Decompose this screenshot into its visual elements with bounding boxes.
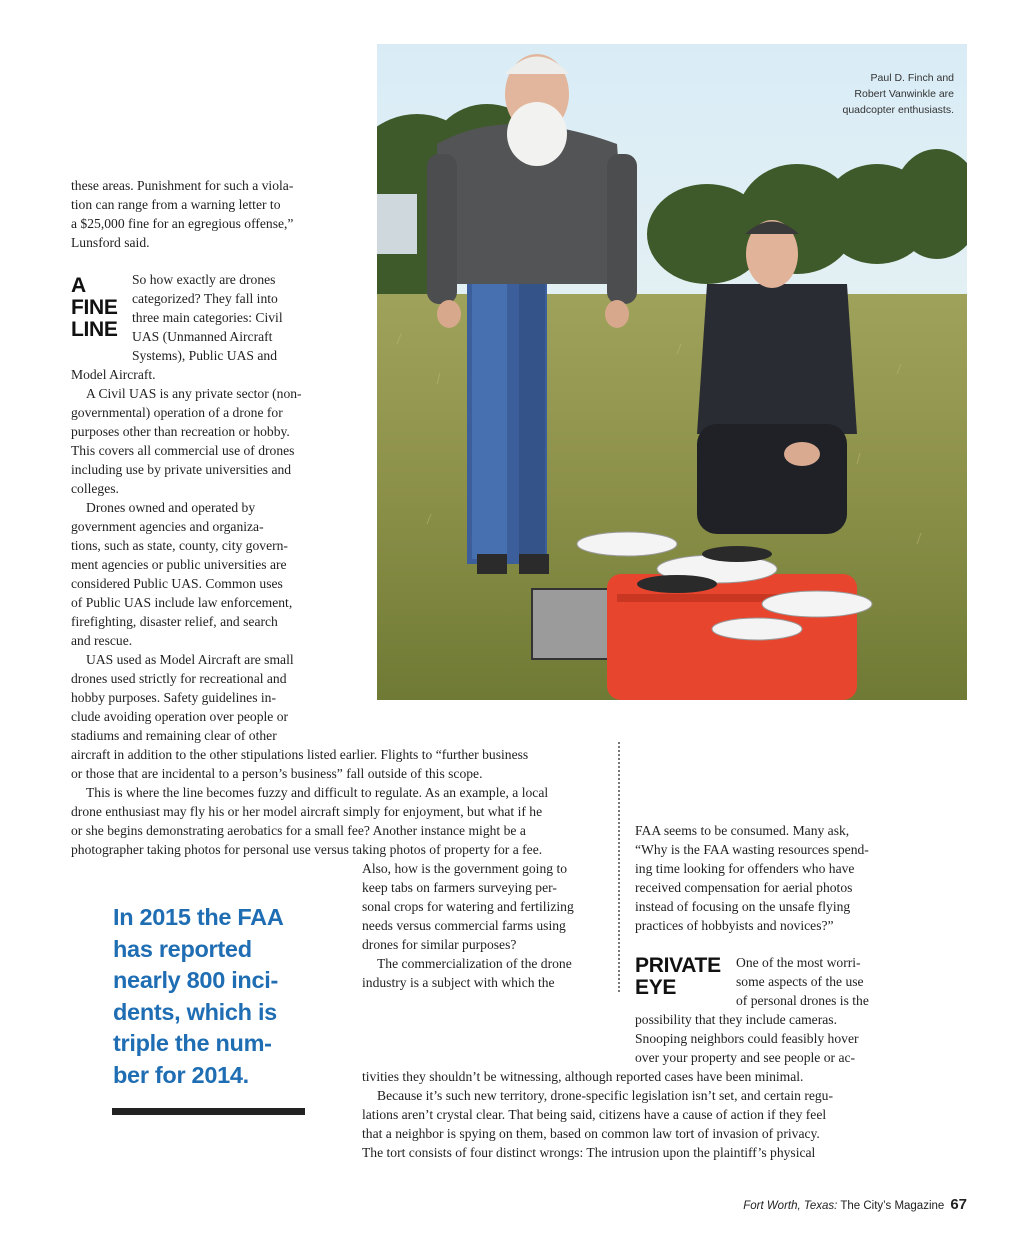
text-line: needs versus commercial farms using (362, 918, 566, 933)
col3-paragraph-more (635, 1010, 905, 1067)
text-line: drone enthusiast may fly his or her model aircraft simply for enjoyment, but what if he (71, 804, 543, 819)
text-line: tions, such as state, county, city govern- (71, 538, 288, 553)
heading-line: A (71, 274, 86, 297)
col1-paragraph-2-wrap (132, 270, 332, 365)
text-line: UAS used as Model Aircraft are small (86, 652, 294, 667)
text-line: hobby purposes. Safety guidelines in- (71, 690, 277, 705)
text-line: these areas. Punishment for such a viola- (71, 178, 294, 193)
text-line: clude avoiding operation over people or (71, 709, 289, 724)
footer-magazine: The City’s Magazine (837, 1200, 945, 1212)
text-line: firefighting, disaster relief, and search (71, 614, 278, 629)
photo-caption (843, 70, 955, 118)
text-line: This is where the line becomes fuzzy and difficult to regulate. As an example, a local (86, 785, 549, 800)
text-line: colleges. (71, 481, 119, 496)
text-line: Also, how is the government going to (362, 861, 568, 876)
text-line: The commercialization of the drone (377, 956, 572, 971)
text-line: photographer taking photos for personal use versus taking photos of property for a fee. (71, 842, 543, 857)
text-line: some aspects of the use (736, 974, 864, 989)
pull-quote-line: ber for 2014. (113, 1061, 249, 1088)
caption-line: Paul D. Finch and (870, 72, 954, 84)
text-line: including use by private universities and (71, 462, 292, 477)
text-line: a $25,000 fine for an egregious offense,” (71, 216, 294, 231)
text-line: keep tabs on farmers surveying per- (362, 880, 557, 895)
page-number: 67 (950, 1196, 967, 1213)
heading-line: LINE (71, 318, 118, 341)
text-line: government agencies and organiza- (71, 519, 264, 534)
text-line: ing time looking for offenders who have (635, 861, 855, 876)
text-line: drones used strictly for recreational and (71, 671, 287, 686)
text-line: tivities they shouldn’t be witnessing, although reported cases have been minimal. (362, 1069, 804, 1084)
caption-line: quadcopter enthusiasts. (842, 104, 954, 116)
heading-line: EYE (635, 976, 677, 999)
text-line: that a neighbor is spying on them, based on common law tort of invasion of privacy. (362, 1126, 820, 1141)
text-line: three main categories: Civil (132, 310, 283, 325)
text-line: instead of focusing on the unsafe flying (635, 899, 851, 914)
text-line: A Civil UAS is any private sector (non- (86, 386, 302, 401)
text-line: aircraft in addition to the other stipulations listed earlier. Flights to “further business (71, 747, 529, 762)
text-line: considered Public UAS. Common uses (71, 576, 283, 591)
text-line: sonal crops for watering and fertilizing (362, 899, 574, 914)
text-line: and rescue. (71, 633, 133, 648)
heading-line: FINE (71, 296, 118, 319)
drone-enthusiasts-photo (377, 44, 967, 700)
col3-paragraph-wrap (736, 953, 906, 1010)
page-footer (743, 1196, 967, 1213)
text-line: “Why is the FAA wasting resources spend- (635, 842, 869, 857)
text-line: categorized? They fall into (132, 291, 278, 306)
text-line: of personal drones is the (736, 993, 869, 1008)
bottom-paragraphs (362, 1067, 907, 1162)
text-line: ment agencies or public universities are (71, 557, 287, 572)
col2-paragraphs (362, 859, 612, 992)
pull-quote-line: has reported (113, 935, 252, 962)
pull-quote-line: In 2015 the FAA (113, 904, 284, 930)
pull-quote (113, 902, 313, 1091)
text-line: This covers all commercial use of drones (71, 443, 295, 458)
column-divider (618, 742, 620, 992)
text-line: Because it’s such new territory, drone-specific legislation isn’t set, and certain regu- (377, 1088, 833, 1103)
text-line: or those that are incidental to a person’s business” fall outside of this scope. (71, 766, 483, 781)
text-line: So how exactly are drones (132, 272, 276, 287)
text-line: practices of hobbyists and novices?” (635, 918, 834, 933)
text-line: possibility that they include cameras. (635, 1012, 837, 1027)
text-line: of Public UAS include law enforcement, (71, 595, 293, 610)
text-line: tion can range from a warning letter to (71, 197, 281, 212)
pull-quote-line: nearly 800 inci- (113, 967, 279, 993)
col1-paragraphs-3-5 (71, 365, 331, 745)
text-line: One of the most worri- (736, 955, 861, 970)
pull-quote-rule (112, 1108, 305, 1115)
text-line: Drones owned and operated by (86, 500, 256, 515)
footer-city: Fort Worth, Texas: (743, 1200, 838, 1212)
text-line: industry is a subject with which the (362, 975, 555, 990)
text-line: FAA seems to be consumed. Many ask, (635, 823, 850, 838)
text-line: purposes other than recreation or hobby. (71, 424, 290, 439)
text-line: governmental) operation of a drone for (71, 405, 283, 420)
col1-paragraph-1 (71, 176, 331, 252)
text-line: Model Aircraft. (71, 367, 156, 382)
text-line: lations aren’t crystal clear. That being said, citizens have a cause of action if they feel (362, 1107, 827, 1122)
caption-line: Robert Vanwinkle are (854, 88, 954, 100)
text-line: Systems), Public UAS and (132, 348, 278, 363)
heading-fine-line (71, 275, 118, 341)
col3-paragraph (635, 821, 905, 935)
text-line: over your property and see people or ac- (635, 1050, 856, 1065)
pull-quote-line: triple the num- (113, 1030, 272, 1056)
text-line: Lunsford said. (71, 235, 150, 250)
text-line: or she begins demonstrating aerobatics for a small fee? Another instance might be a (71, 823, 526, 838)
text-line: drones for similar purposes? (362, 937, 517, 952)
heading-private-eye (635, 955, 721, 999)
text-line: Snooping neighbors could feasibly hover (635, 1031, 859, 1046)
text-line: UAS (Unmanned Aircraft (132, 329, 273, 344)
pull-quote-line: dents, which is (113, 998, 277, 1025)
wide-paragraphs (71, 745, 611, 859)
text-line: stadiums and remaining clear of other (71, 728, 277, 743)
heading-line: PRIVATE (635, 954, 721, 977)
text-line: The tort consists of four distinct wrongs: The intrusion upon the plaintiff’s physical (362, 1145, 816, 1160)
text-line: received compensation for aerial photos (635, 880, 853, 895)
